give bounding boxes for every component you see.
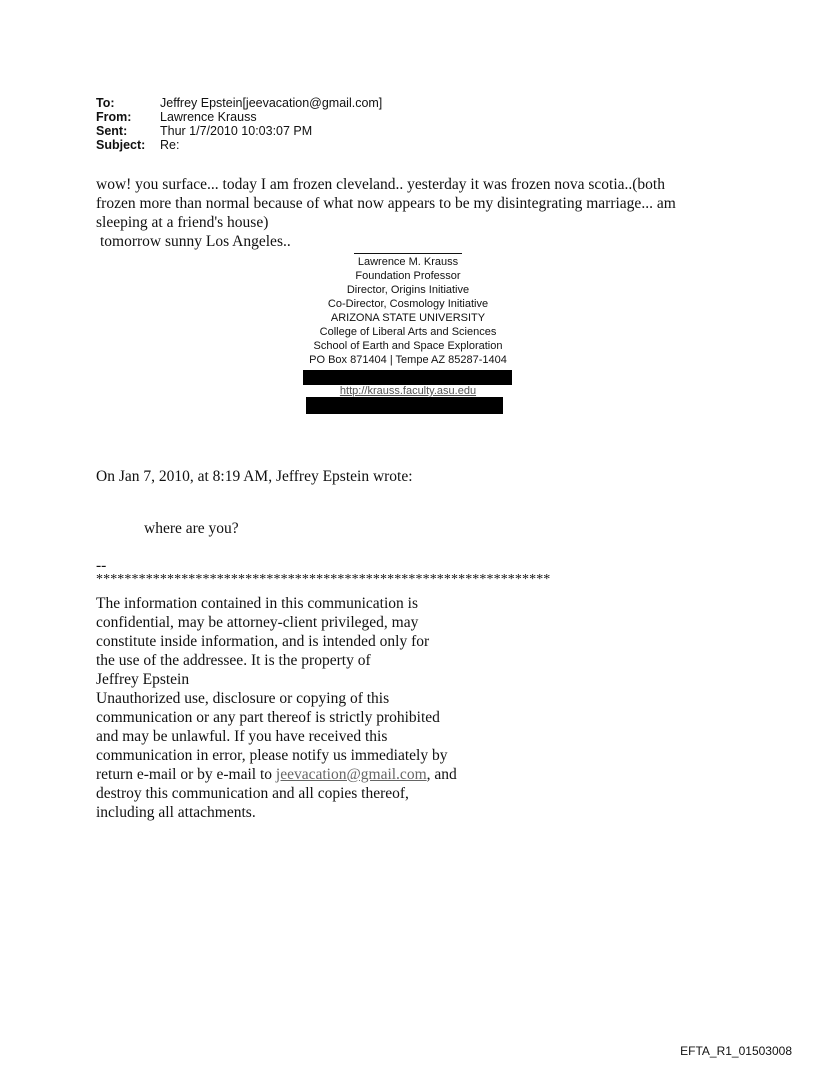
body-line: sleeping at a friend's house) bbox=[96, 214, 269, 231]
from-value: Lawrence Krauss bbox=[160, 110, 257, 124]
signature-line: PO Box 871404 | Tempe AZ 85287-1404 bbox=[309, 354, 507, 366]
quoted-message: where are you? bbox=[144, 520, 239, 537]
sent-label: Sent: bbox=[96, 124, 128, 138]
body-line: frozen more than normal because of what now appears to be my disintegrating marriage... am bbox=[96, 195, 676, 212]
disclaimer-line: and may be unlawful. If you have received this bbox=[96, 728, 388, 745]
to-label: To: bbox=[96, 96, 115, 110]
signature-line: College of Liberal Arts and Sciences bbox=[319, 326, 497, 338]
disclaimer-text: , and bbox=[426, 766, 457, 783]
disclaimer-line: constitute inside information, and is intended only for bbox=[96, 633, 430, 650]
disclaimer-stars: **************************************************************** bbox=[96, 572, 551, 587]
disclaimer-line: The information contained in this communication is bbox=[96, 595, 418, 612]
disclaimer-line: communication in error, please notify us immediately by bbox=[96, 747, 448, 764]
sent-value: Thur 1/7/2010 10:03:07 PM bbox=[160, 124, 313, 138]
faculty-url-link[interactable]: http://krauss.faculty.asu.edu bbox=[339, 385, 477, 397]
disclaimer bbox=[96, 594, 496, 822]
from-label: From: bbox=[96, 110, 132, 124]
signature-line: Foundation Professor bbox=[355, 270, 461, 282]
disclaimer-line: including all attachments. bbox=[96, 804, 256, 821]
email-link[interactable]: jeevacation@gmail.com bbox=[275, 766, 427, 783]
redaction-box bbox=[303, 370, 512, 385]
subject-value: Re: bbox=[160, 138, 180, 152]
signature-line: Lawrence M. Krauss bbox=[357, 256, 459, 268]
from-row bbox=[96, 110, 382, 124]
to-row bbox=[96, 96, 382, 110]
disclaimer-separator: -- bbox=[96, 557, 107, 574]
disclaimer-line: confidential, may be attorney-client privileged, may bbox=[96, 614, 419, 631]
disclaimer-line: Jeffrey Epstein bbox=[96, 671, 190, 688]
disclaimer-line: the use of the addressee. It is the property of bbox=[96, 652, 371, 669]
disclaimer-line: communication or any part thereof is strictly prohibited bbox=[96, 709, 440, 726]
signature-line: ARIZONA STATE UNIVERSITY bbox=[330, 312, 486, 324]
redaction-box bbox=[306, 397, 503, 414]
signature-line: School of Earth and Space Exploration bbox=[313, 340, 503, 352]
email-body bbox=[96, 175, 706, 251]
signature-line: Co-Director, Cosmology Initiative bbox=[327, 298, 489, 310]
disclaimer-line: Unauthorized use, disclosure or copying of this bbox=[96, 690, 390, 707]
quoted-intro: On Jan 7, 2010, at 8:19 AM, Jeffrey Epstein wrote: bbox=[96, 468, 413, 485]
disclaimer-text: return e-mail or by e-mail to bbox=[96, 766, 276, 783]
document-id: EFTA_R1_01503008 bbox=[680, 1044, 792, 1058]
body-line: wow! you surface... today I am frozen cleveland.. yesterday it was frozen nova scotia..(both bbox=[96, 176, 665, 193]
email-header bbox=[96, 96, 382, 152]
sent-row bbox=[96, 124, 382, 138]
disclaimer-line: destroy this communication and all copies thereof, bbox=[96, 785, 409, 802]
to-value: Jeffrey Epstein[jeevacation@gmail.com] bbox=[160, 96, 383, 110]
body-line: tomorrow sunny Los Angeles.. bbox=[100, 233, 291, 250]
subject-row bbox=[96, 138, 382, 152]
signature-divider bbox=[354, 253, 462, 254]
disclaimer-line bbox=[96, 765, 496, 784]
signature-line: Director, Origins Initiative bbox=[346, 284, 470, 296]
email-signature bbox=[280, 253, 536, 367]
subject-label: Subject: bbox=[96, 138, 146, 152]
